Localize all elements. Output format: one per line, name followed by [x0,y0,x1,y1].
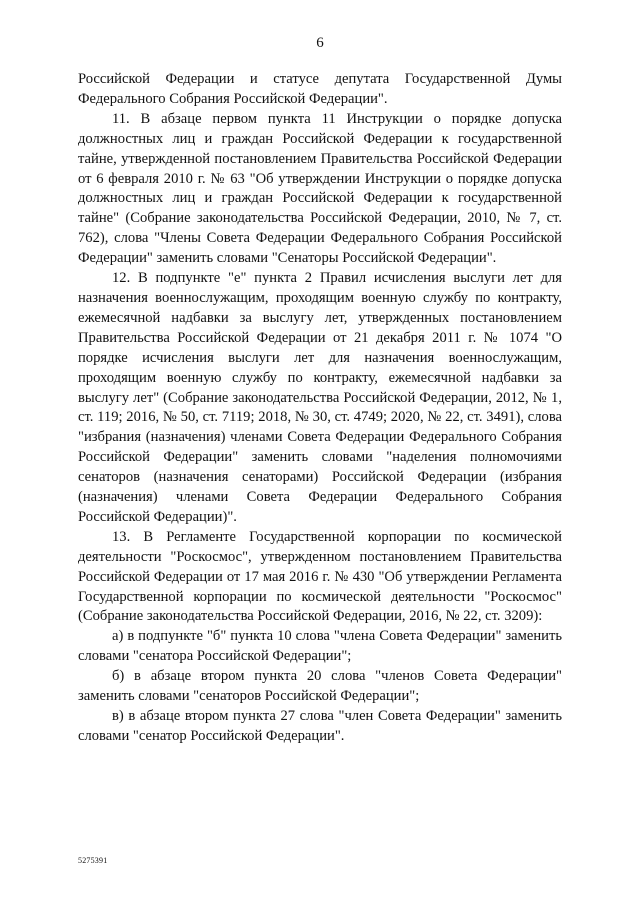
subparagraph-b: б) в абзаце втором пункта 20 слова "членов Совета Федерации" заменить словами "сенаторов Российской Федерации"; [78,668,562,705]
page-number: 6 [316,35,324,51]
paragraph-continuation: Российской Федерации и статусе депутата Государственной Думы Федерального Собрания Российской Федерации". [78,71,562,107]
document-code: 5275391 [78,856,108,865]
paragraph-item-12: 12. В подпункте "е" пункта 2 Правил исчисления выслуги лет для назначения военнослужащим, проходящим военную службу по контракту, ежемесячной надбавки за выслугу лет, утвержденных постановлением Правительства Российской Федерации от 21 декабря 2011 г. № 1074 "О порядке исчисления выслуги лет для назначения военнослужащим, проходящим военную службу по контракту, ежемесячной надбавки за выслугу лет" (Собрание законодательства Российской Федерации, 2012, № 1, ст. 119; 2016, № 50, ст. 7119; 2018, № 30, ст. 4749; 2020, № 22, ст. 3491), слова "избрания (назначения) членами Совета Федерации Федерального Собрания Российской Федерации" заменить словами "наделения полномочиями сенаторов (назначения сенаторами) Российской Федерации (избрания (назначения) членами Совета Федерации Федерального Собрания Российской Федерации)". [78,270,562,525]
subparagraph-a: а) в подпункте "б" пункта 10 слова "члена Совета Федерации" заменить словами "сенатора Российской Федерации"; [78,628,562,665]
paragraph-item-11: 11. В абзаце первом пункта 11 Инструкции о порядке допуска должностных лиц и граждан Российской Федерации к государственной тайне, утвержденной постановлением Правительства Российской Федерации от 6 февраля 2010 г. № 63 "Об утверждении Инструкции о порядке допуска должностных лиц и граждан Российской Федерации к государственной тайне" (Собрание законодательства Российской Федерации, 2010, № 7, ст. 762), слова "Члены Совета Федерации Федерального Собрания Российской Федерации" заменить словами "Сенаторы Российской Федерации". [78,110,562,267]
subparagraph-v: в) в абзаце втором пункта 27 слова "член Совета Федерации" заменить словами "сенатор Российской Федерации". [78,708,562,744]
document-body [78,70,562,747]
paragraph-item-13: 13. В Регламенте Государственной корпорации по космической деятельности "Роскосмос", утвержденном постановлением Правительства Российской Федерации от 17 мая 2016 г. № 430 "Об утверждении Регламента Государственной корпорации по космической деятельности "Роскосмос" (Собрание законодательства Российской Федерации, 2016, № 22, ст. 3209): [78,528,562,625]
